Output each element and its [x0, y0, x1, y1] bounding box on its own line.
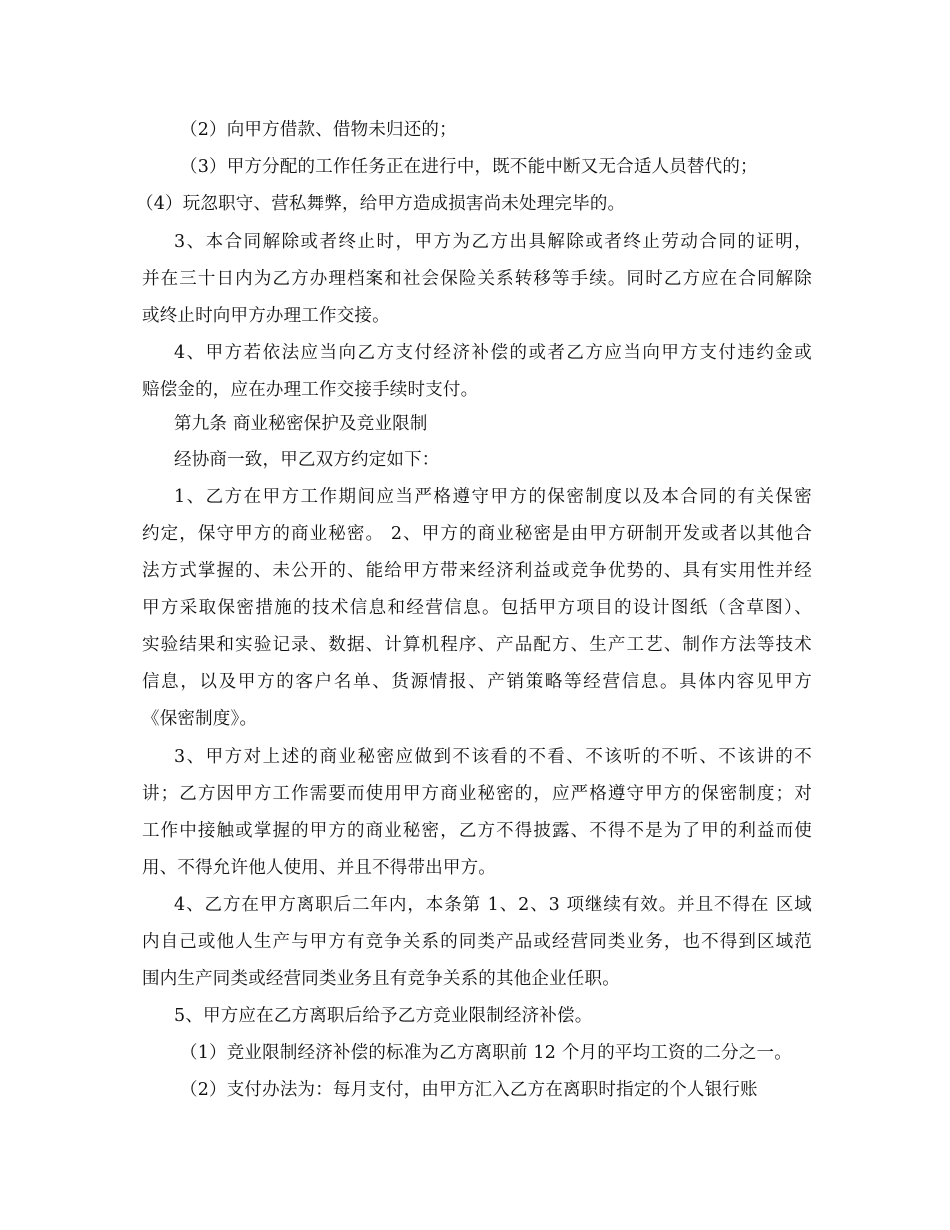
text-line: 或终止时向甲方办理工作交接。	[142, 306, 390, 326]
text-line: 讲；乙方因甲方工作需要而使用甲方商业秘密的，应严格遵守甲方的保密制度；对	[142, 784, 812, 804]
text-line: 工作中接触或掌握的甲方的商业秘密，乙方不得披露、不得不是为了甲的利益而使	[142, 821, 812, 841]
text-line: 用、不得允许他人使用、并且不得带出甲方。	[142, 858, 496, 878]
text-line: 约定，保守甲方的商业秘密。 2、甲方的商业秘密是由甲方研制开发或者以其他合	[142, 524, 812, 544]
text-line: 信息，以及甲方的客户名单、货源情报、产销策略等经营信息。具体内容见甲方	[142, 672, 812, 692]
text-line: 并在三十日内为乙方办理档案和社会保险关系转移等手续。同时乙方应在合同解除	[142, 269, 812, 289]
text-line: （2）向甲方借款、借物未归还的；	[180, 120, 457, 140]
text-line: （3）甲方分配的工作任务正在进行中，既不能中断又无合适人员替代的；	[180, 157, 758, 177]
section-heading: 第九条 商业秘密保护及竞业限制	[174, 414, 428, 434]
text-line: 赔偿金的，应在办理工作交接手续时支付。	[142, 380, 479, 400]
text-line: 甲方采取保密措施的技术信息和经营信息。包括甲方项目的设计图纸（含草图）、	[142, 598, 812, 618]
text-line: 3、甲方对上述的商业秘密应做到不该看的不看、不该听的不听、不该讲的不	[174, 747, 812, 767]
text-line: 实验结果和实验记录、数据、计算机程序、产品配方、生产工艺、制作方法等技术	[142, 635, 812, 655]
text-line: 3、本合同解除或者终止时，甲方为乙方出具解除或者终止劳动合同的证明，	[174, 232, 812, 252]
text-line: （4）玩忽职守、营私舞弊，给甲方造成损害尚未处理完毕的。	[136, 194, 626, 214]
text-line: 5、甲方应在乙方离职后给予乙方竞业限制经济补偿。	[174, 1006, 593, 1026]
text-line: 经协商一致，甲乙双方约定如下：	[174, 450, 440, 470]
text-line: （1）竞业限制经济补偿的标准为乙方离职前 12 个月的平均工资的二分之一。	[180, 1043, 792, 1063]
text-line: 法方式掌握的、未公开的、能给甲方带来经济利益或竞争优势的、具有实用性并经	[142, 561, 812, 581]
text-line: 4、乙方在甲方离职后二年内，本条第 1、2、3 项继续有效。并且不得在 区域	[174, 895, 812, 915]
text-line: 1、乙方在甲方工作期间应当严格遵守甲方的保密制度以及本合同的有关保密	[174, 487, 812, 507]
text-line: （2）支付办法为：每月支付，由甲方汇入乙方在离职时指定的个人银行账	[180, 1080, 758, 1100]
text-line: 内自己或他人生产与甲方有竞争关系的同类产品或经营同类业务，也不得到区域范	[142, 932, 812, 952]
text-line: 围内生产同类或经营同类业务且有竞争关系的其他企业任职。	[142, 969, 620, 989]
text-line: 4、甲方若依法应当向乙方支付经济补偿的或者乙方应当向甲方支付违约金或	[174, 343, 812, 363]
text-line: 《保密制度》。	[142, 709, 258, 729]
